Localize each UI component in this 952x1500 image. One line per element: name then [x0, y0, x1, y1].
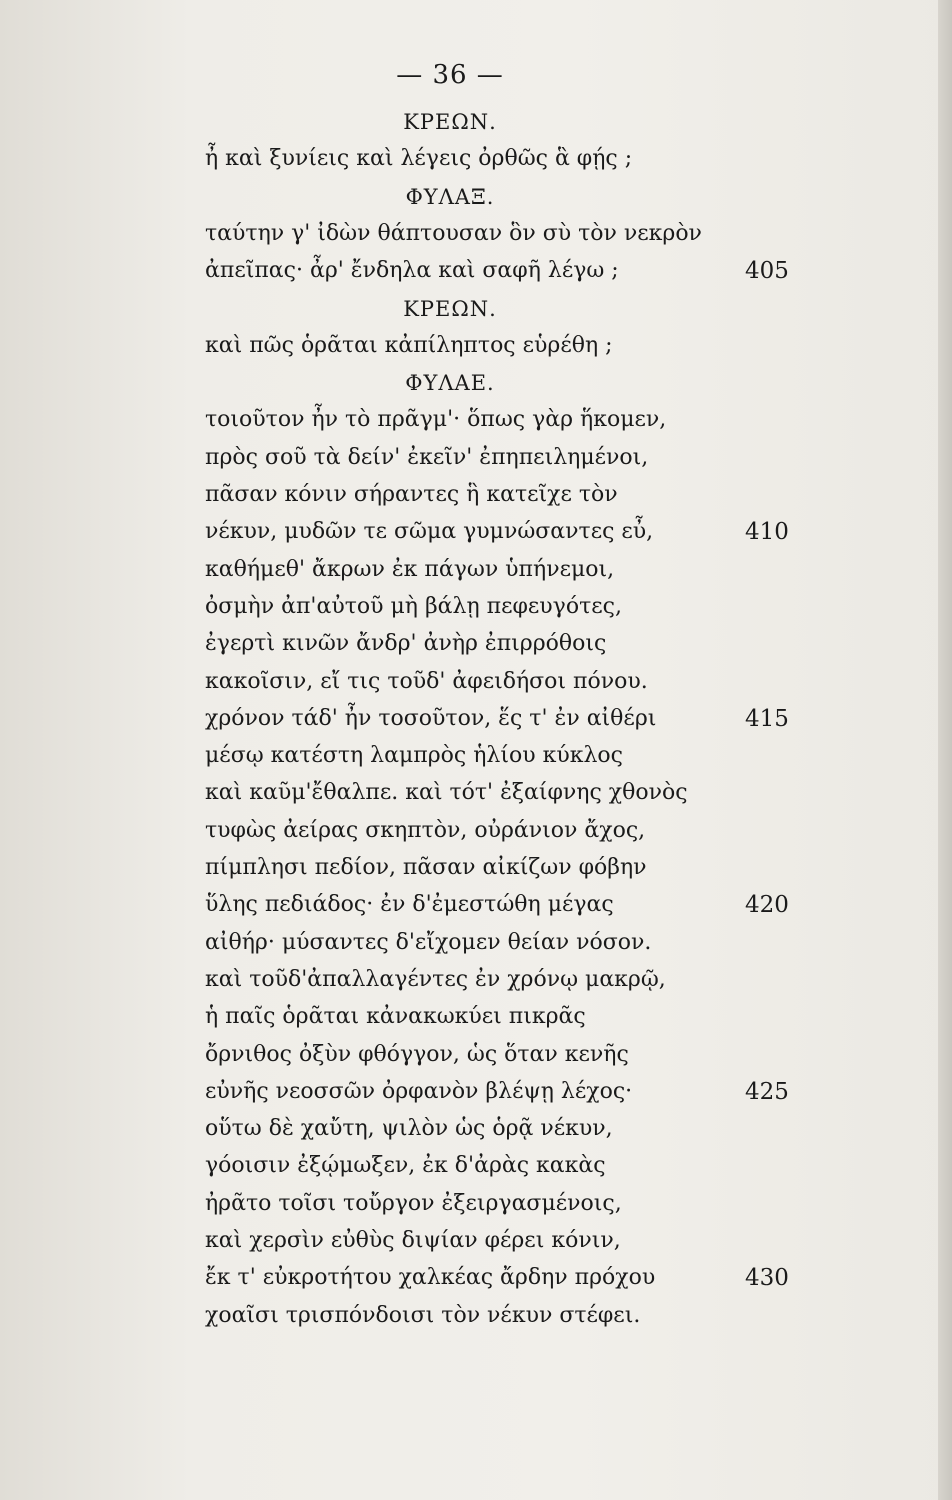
speaker-label: ΦΥΛΑΞ. [405, 184, 495, 209]
verse-line: οὕτω δὲ χαὔτη, ψιλὸν ὡς ὁρᾷ νέκυν, [205, 1116, 613, 1142]
verse-line: μέσῳ κατέστη λαμπρὸς ἡλίου κύκλος [205, 743, 623, 769]
page-edge-shadow [938, 0, 952, 1500]
verse-line: αἰθήρ· μύσαντες δ'εἴχομεν θείαν νόσον. [205, 929, 652, 955]
verse-line: ἦ καὶ ξυνίεις καὶ λέγεις ὀρθῶς ἃ φῄς ; [205, 146, 633, 172]
verse-line: κακοῖσιν, εἴ τις τοῦδ' ἀφειδήσοι πόνου. [205, 668, 648, 694]
verse-line: ὄρνιθος ὀξὺν φθόγγον, ὡς ὅταν κενῆς [205, 1041, 629, 1067]
verse-line: καθήμεθ' ἄκρων ἐκ πάγων ὑπήνεμοι, [205, 556, 615, 582]
verse-line: νέκυν, μυδῶν τε σῶμα γυμνώσαντες εὖ, [205, 519, 654, 545]
verse-line: ἀπεῖπας· ἆρ' ἔνδηλα καὶ σαφῆ λέγω ; [205, 258, 619, 284]
verse-line: τυφὼς ἀείρας σκηπτὸν, οὐράνιον ἄχος, [205, 817, 646, 843]
verse-line: γόοισιν ἐξῴμωξεν, ἐκ δ'ἀρὰς κακὰς [205, 1153, 606, 1179]
verse-line: καὶ τοῦδ'ἀπαλλαγέντες ἐν χρόνῳ μακρῷ, [205, 966, 666, 992]
speaker-label: ΚΡΕΩΝ. [403, 296, 497, 321]
line-number: 415 [745, 705, 789, 732]
verse-line: ὀσμὴν ἀπ'αὐτοῦ μὴ βάλῃ πεφευγότες, [205, 593, 622, 619]
line-number: 405 [745, 258, 789, 285]
verse-line: πᾶσαν κόνιν σήραντες ἣ κατεῖχε τὸν [205, 482, 618, 507]
verse-line: καὶ πῶς ὁρᾶται κἀπίληπτος εὑρέθη ; [205, 332, 613, 358]
verse-line: πίμπλησι πεδίον, πᾶσαν αἰκίζων φόβην [205, 855, 647, 880]
verse-line: καὶ καῦμ'ἔθαλπε. καὶ τότ' ἐξαίφνης χθονὸς [205, 780, 688, 806]
verse-line: χρόνον τάδ' ἦν τοσοῦτον, ἕς τ' ἐν αἰθέρι [205, 705, 657, 731]
verse-line: τοιοῦτον ἦν τὸ πρᾶγμ'· ὅπως γὰρ ἥκομεν, [205, 407, 667, 433]
verse-line: ἐγερτὶ κινῶν ἄνδρ' ἀνὴρ ἐπιρρόθοις [205, 631, 607, 657]
verse-line: ὕλης πεδιάδος· ἐν δ'ἐμεστώθη μέγας [205, 892, 614, 918]
speaker-label: ΚΡΕΩΝ. [403, 110, 497, 134]
line-number: 430 [745, 1265, 789, 1292]
speaker-label: ΦΥΛΑΕ. [405, 371, 495, 396]
verse-line: καὶ χερσὶν εὐθὺς διψίαν φέρει κόνιν, [205, 1228, 621, 1253]
line-number: 410 [745, 519, 789, 546]
verse-line: ταύτην γ' ἰδὼν θάπτουσαν ὃν σὺ τὸν νεκρὸν [205, 220, 702, 246]
verse-line: ἔκ τ' εὐκροτήτου χαλκέας ἄρδην πρόχου [205, 1265, 656, 1291]
verse-line: χοαῖσι τρισπόνδοισι τὸν νέκυν στέφει. [205, 1302, 641, 1328]
line-number: 420 [745, 892, 789, 919]
verse-line: ἠρᾶτο τοῖσι τοὔργον ἐξειργασμένοις, [205, 1190, 622, 1216]
verse-line: εὐνῆς νεοσσῶν ὀρφανὸν βλέψῃ λέχος· [205, 1078, 633, 1104]
verse-line: ἡ παῖς ὁρᾶται κἀνακωκύει πικρᾶς [205, 1004, 586, 1030]
verse-line: πρὸς σοῦ τὰ δείν' ἐκεῖν' ἐπηπειλημένοι, [205, 444, 649, 470]
line-number: 425 [745, 1078, 789, 1105]
page-number: — 36 — [396, 60, 504, 90]
